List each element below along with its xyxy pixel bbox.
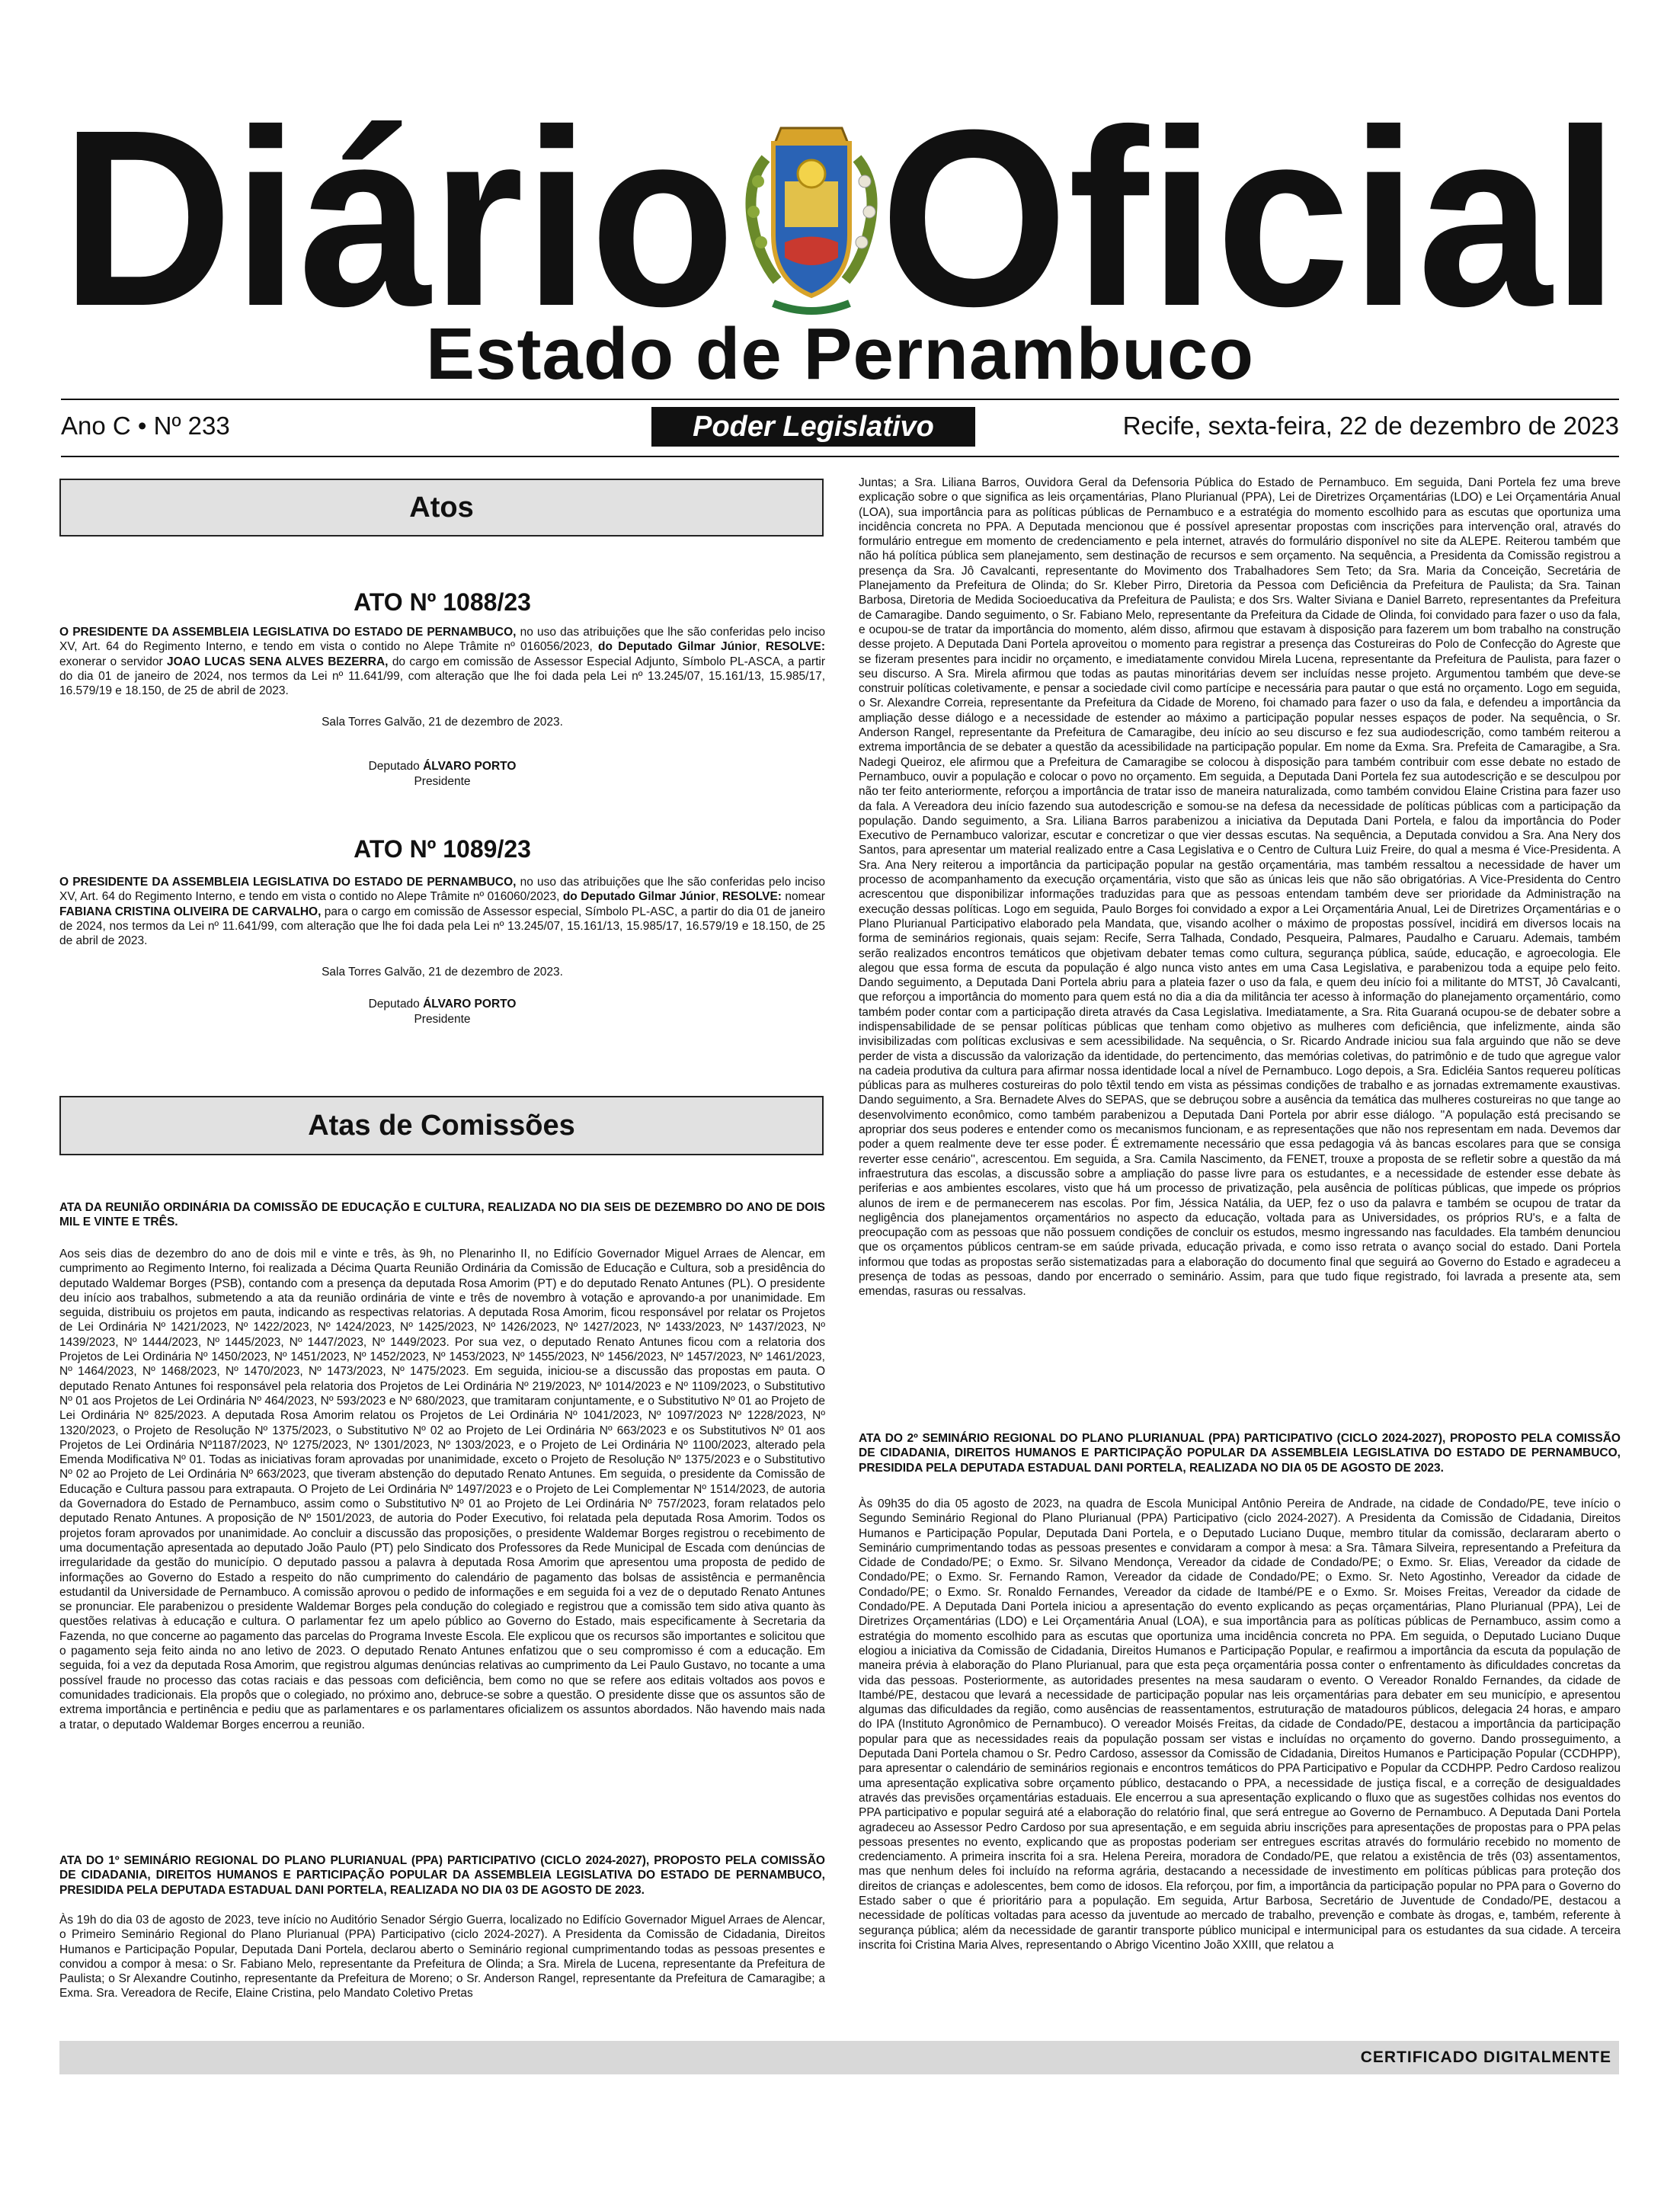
ata-ppa2-body: Às 09h35 do dia 05 agosto de 2023, na quadra de Escola Municipal Antônio Pereira de Andrade, na cidade de Condado/PE, teve início o Segundo Seminário Regional do Plano Plurianual (PPA) Participativo (ciclo 2024-2027). A Presidenta da Comissão de Cidadania, Direitos Humanos e Participação Popular, Deputada Dani Portela, e o Deputado Luciano Duque, membro titular da comissão, declararam aberto o Seminário cumprimentando todas as pessoas presentes e convidaram a compor à mesa: a Sra. Tâmara Silveira, representando a Prefeitura da Cidade de Condado/PE; o Exmo. Sr. Silvano Mendonça, Vereador da cidade de Condado/PE; o Exmo. Sr. Elias, Vereador da cidade de Condado/PE; o Exmo. Sr. Fernando Ramon, Vereador da cidade de Condado/PE; o Exmo. Sr. Neto Agostinho, Vereador da cidade de Condado/PE; o Exmo. Sr. Ronaldo Fernandes, Vereador da cidade de Itambé/PE e o Exmo. Sr. Moises Freitas, Vereador da cidade de Condado/PE. A Deputada Dani Portela iniciou a apresentação do evento explicando as peças orçamentárias, Plano Plurianual (PPA), Lei de Diretrizes Orçamentárias (LDO) e Lei Orçamentária Anual (LOA), e sua importância para as políticas públicas de Pernambuco, assim como a estratégia do momento escolhido para as escutas que oportuniza uma incidência concreta no PPA. Em seguida, o Deputado Luciano Duque elogiou a iniciativa da Comissão de Cidadania, Direitos Humanos e Participação Popular, e reafirmou a importância da escuta da população de maneira prévia à elaboração do Plano Plurianual, para que esta peça orçamentária possa conter o enfrentamento às dificuldades concretas da vida das pessoas. Posteriormente, as autoridades presentes na mesa saudaram o evento. O Vereador Ronaldo Fernandes, da cidade de Itambé/PE, destacou que levará a necessidade de participação popular nas leis orçamentárias para debater em seu município, e apresentou algumas das dificuldades da região, como ausências de reassentamentos, estruturação de matadouros públicos, delegacia 24 horas, e amparo do IPA (Instituto Agronômico de Pernambuco). O vereador Moisés Freitas, da cidade de Condado/PE, destacou a importância da participação popular para que as necessidades reais da população possam ser vistas e incluídas no orçamento do governo. Dando prosseguimento, a Deputada Dani Portela chamou o Sr. Pedro Cardoso, assessor da Comissão de Cidadania, Direitos Humanos e Participação Popular (CCDHPP), para apresentar o calendário de seminários regionais e encontros temáticos do PPA Participativo e Popular da CCDHPP. Pedro Cardoso realizou uma apresentação explicativa sobre orçamento público, destacando o PPA, a necessidade de justiça fiscal, e a correção de desigualdades através das previsões orçamentárias estaduais. Ele encerrou a sua apresentação explicando o fluxo que as sugestões colhidas nos eventos do PPA participativo e popular seguirá até a elaboração do relatório final, que será entregue ao Governo de Pernambuco. A Deputada Dani Portela agradeceu ao Assessor Pedro Cardoso por sua apresentação, e em seguida abriu inscrições para apresentações de propostas para o PPA pelas pessoas presentes no evento, explicando que as propostas poderiam ser entregues escritas através do formulário recebido no momento de credenciamento. A primeira inscrita foi a sra. Helena Pereira, moradora de Condado/PE, que relatou a existência de três (03) assentamentos, mas que nenhum deles foi incluído na reforma agrária, destacando a necessidade de investimento em políticas públicas para proteção dos direitos de crianças e adolescentes, bem como de idosos. Ela reforçou, por fim, a importância da participação popular no PPA para o Governo do Estado saber o que é prioritário para a população. Em seguida, Artur Barbosa, Secretário de Juventude de Condado/PE, destacou a necessidade de políticas voltadas para acesso da juventude ao mercado de trabalho, prevenção e combate às drogas, e, também, referente à segurança pública; além da necessidade de garantir transporte público municipal e intermunicipal para os estudantes da sua cidade. A terceira inscrita foi Cristina Maria Alves, representando o Abrigo Vicentino João XXIII, que relatou a [859, 1498, 1621, 1952]
section-atos [59, 479, 824, 537]
ata-ppa2-heading: ATA DO 2º SEMINÁRIO REGIONAL DO PLANO PLURIANUAL (PPA) PARTICIPATIVO (CICLO 2024-2027), PROPOSTO PELA COMISSÃO DE CIDADANIA, DIREITOS HUMANOS E PARTICIPAÇÃO POPULAR DA ASSEMBLEIA LEGISLATIVA DO ESTADO DE PERNAMBUCO, PRESIDIDA PELA DEPUTADA ESTADUAL DANI PORTELA, REALIZADA NO DIA 05 DE AGOSTO DE 2023. [859, 1432, 1621, 1475]
ato-1088-role: Presidente [414, 775, 471, 788]
ato-1089-place: Sala Torres Galvão, 21 de dezembro de 2023. [322, 966, 563, 979]
masthead-title-left: Diário [61, 114, 735, 347]
section-badge: Poder Legislativo [651, 407, 975, 447]
ato-1088-body: O PRESIDENTE DA ASSEMBLEIA LEGISLATIVA DO ESTADO DE PERNAMBUCO, no uso das atribuições que lhe são conferidas pelo inciso XV, Art. 64 do Regimento Interno, e tendo em vista o contido no Alepe Trâmite nº 016056/2023, do Deputado Gilmar Júnior, RESOLVE: exonerar o servidor JOAO LUCAS SENA ALVES BEZERRA, do cargo em comissão de Assessor Especial Adjunto, Símbolo PL-ASCA, a partir do dia 01 de janeiro de 2024, nos termos da Lei nº 11.641/99, com alteração que lhe foi dada pela Lei nº 13.245/07, 15.161/13, 15.985/17, 16.579/19 e 18.150, de 25 de abril de 2023. [59, 626, 825, 698]
ato-1088-place: Sala Torres Galvão, 21 de dezembro de 2023. [322, 716, 563, 729]
edition-number: Ano C • Nº 233 [61, 412, 230, 440]
ato-1089-role: Presidente [414, 1013, 471, 1026]
ato-1089-title: ATO Nº 1089/23 [354, 835, 531, 863]
section-atas-title: Atas de Comissões [308, 1110, 575, 1142]
certified-label: CERTIFICADO DIGITALMENTE [1360, 2048, 1611, 2066]
masthead-title-right: Oficial [880, 114, 1619, 347]
masthead-subtitle: Estado de Pernambuco [426, 313, 1254, 395]
ato-1089-signature: Deputado ÁLVARO PORTO [368, 998, 517, 1011]
section-atos-title: Atos [409, 492, 474, 524]
ata-educacao-body: Aos seis dias de dezembro do ano de dois mil e vinte e três, às 9h, no Plenarinho II, no Edifício Governador Miguel Arraes de Alencar, em cumprimento ao Regimento Interno, foi realizada a Décima Quarta Reunião Ordinária da Comissão de Educação e Cultura, sob a presidência do deputado Waldemar Borges (PSB), contando com a presença da deputada Rosa Amorim (PT) e do deputado Renato Antunes (PL). O presidente deu início aos trabalhos, submetendo a ata da reunião ordinária de vinte e três de novembro à votação e aprovando-a por unanimidade. Em seguida, distribuiu os projetos em pauta, indicando as respectivas relatorias. A deputada Rosa Amorim, ficou responsável por relatar os Projetos de Lei Ordinária Nº 1421/2023, Nº 1422/2023, Nº 1424/2023, Nº 1425/2023, Nº 1426/2023, Nº 1427/2023, Nº 1433/2023, Nº 1437/2023, Nº 1439/2023, Nº 1444/2023, Nº 1445/2023, Nº 1447/2023, Nº 1449/2023. Por sua vez, o deputado Renato Antunes ficou com a relatoria dos Projetos de Lei Ordinária Nº 1450/2023, Nº 1451/2023, Nº 1452/2023, Nº 1453/2023, Nº 1455/2023, Nº 1456/2023, Nº 1457/2023, Nº 1461/2023, Nº 1464/2023, Nº 1468/2023, Nº 1470/2023, Nº 1473/2023, Nº 1475/2023. Em seguida, iniciou-se a discussão das propostas em pauta. O deputado Renato Antunes foi responsável pela relatoria dos Projetos de Lei Ordinária Nº 219/2023, Nº 1014/2023 e Nº 1109/2023, o Substitutivo Nº 01 aos Projetos de Lei Ordinária Nº 464/2023, Nº 593/2023 e Nº 680/2023, que tramitaram conjuntamente, e o Substitutivo Nº 01 ao Projeto de Lei Ordinária Nº 825/2023. A deputada Rosa Amorim relatou os Projetos de Lei Ordinária Nº 1041/2023, Nº 1097/2023 Nº 1228/2023, Nº 1320/2023, o Projeto de Resolução Nº 1375/2023, o Substitutivo Nº 02 ao Projeto de Lei Ordinária Nº 663/2023 e os Substitutivos Nº 01 aos Projetos de Lei Ordinária Nº1187/2023, Nº 1275/2023, Nº 1301/2023, Nº 1303/2023, e o Projeto de Lei Ordinária Nº 1100/2023, alterado pela Emenda Modificativa Nº 01. Todas as iniciativas foram aprovadas por unanimidade, exceto o Projeto de Resolução Nº 1375/2023 e o Substitutivo Nº 02 ao Projeto de Lei Ordinária Nº 663/2023, que tiveram abstenção do deputado Renato Antunes. Em seguida, o presidente da Comissão de Educação e Cultura passou para extrapauta. O Projeto de Lei Ordinária Nº 1497/2023 e o Projeto de Lei Complementar Nº 1514/2023, de autoria da Governadora do Estado de Pernambuco, assim como o Substitutivo Nº 01 ao Projeto de Lei Ordinária Nº 757/2023, foram relatados pelo deputado Renato Antunes. A proposição de Nº 1501/2023, de autoria do Poder Executivo, foi relatada pela deputada Rosa Amorim. Todos os projetos foram aprovados por unanimidade. Ao concluir a discussão das proposições, o presidente Waldemar Borges registrou o recebimento de uma documentação apresentada ao deputado João Paulo (PT) pelo Sindicato dos Professores da Rede Municipal de Escada com denúncias de irregularidade da gestão do município. O deputado passou a palavra à deputada Rosa Amorim que apresentou uma proposta de pedido de informações ao Governo do Estado a respeito do não cumprimento do calendário de pagamento das bolsas de assistência e permanência estudantil da Universidade de Pernambuco. A comissão aprovou o pedido de informações e em seguida foi a vez de o deputado Renato Antunes se pronunciar. Ele parabenizou o presidente Waldemar Borges pela condução do colegiado e registrou que a comissão tem sido ativa quanto às questões relativas à educação e cultura. O parlamentar fez um apelo público ao Governo do Estado, mais especificamente à Secretaria da Fazenda, no que concerne ao pagamento das parcelas do Programa Investe Escola. Ele explicou que os recursos são importantes e solicitou que o pagamento seja feito ainda no ano letivo de 2023. O deputado Renato Antunes enfatizou que o seu compromisso é com a educação. Em seguida, foi a vez da deputada Rosa Amorim, que registrou algumas denúncias relativas ao cumprimento da Lei Paulo Gustavo, no tocante a uma possível fraude no processo das cotas raciais e das pessoas com deficiência, bem como no que se refere aos editais voltados aos povos e comunidades tradicionais. Ela propôs que o colegiado, no próximo ano, debruce-se sobre a questão. O presidente disse que os assuntos são de extrema importância e pertinência e pediu que as parlamentares e os parlamentares oficializem os assuntos abordados. Não havendo mais nada a tratar, o deputado Waldemar Borges encerrou a reunião. [59, 1248, 825, 1731]
ata-educacao-heading: ATA DA REUNIÃO ORDINÁRIA DA COMISSÃO DE EDUCAÇÃO E CULTURA, REALIZADA NO DIA SEIS DE DEZEMBRO DO ANO DE DOIS MIL E VINTE E TRÊS. [59, 1201, 825, 1229]
ato-1088-title: ATO Nº 1088/23 [354, 588, 531, 616]
section-atas [59, 1096, 824, 1155]
ata-ppa1-body: Às 19h do dia 03 de agosto de 2023, teve início no Auditório Senador Sérgio Guerra, localizado no Edifício Governador Miguel Arraes de Alencar, o Primeiro Seminário Regional do Plano Plurianual (PPA) Participativo (ciclo 2024-2027). A Presidenta da Comissão de Cidadania, Direitos Humanos e Participação Popular, Deputada Dani Portela, declarou aberto o Seminário regional cumprimentando todas as pessoas presentes e convidou a compor à mesa: o Sr. Fabiano Melo, representante da Prefeitura de Olinda; a Sra. Mirela de Lucena, representante da Prefeitura de Paulista; o Sr Alexandre Coutinho, representante da Prefeitura de Moreno; o Sr. Anderson Rangel, representante da Prefeitura de Camaragibe; a Exma. Sra. Vereadora de Recife, Elaine Cristina, pelo Mandato Coletivo Pretas [59, 1914, 825, 2000]
ato-1088-signature: Deputado ÁLVARO PORTO [368, 760, 517, 773]
dateline: Recife, sexta-feira, 22 de dezembro de 2023 [1122, 412, 1619, 440]
ata-ppa1-heading: ATA DO 1º SEMINÁRIO REGIONAL DO PLANO PLURIANUAL (PPA) PARTICIPATIVO (CICLO 2024-2027), PROPOSTO PELA COMISSÃO DE CIDADANIA, DIREITOS HUMANOS E PARTICIPAÇÃO POPULAR DA ASSEMBLEIA LEGISLATIVA DO ESTADO DE PERNAMBUCO, PRESIDIDA PELA DEPUTADA ESTADUAL DANI PORTELA, REALIZADA NO DIA 03 DE AGOSTO DE 2023. [59, 1854, 825, 1897]
masthead-rule-bottom [61, 456, 1619, 457]
ato-1089-body: O PRESIDENTE DA ASSEMBLEIA LEGISLATIVA DO ESTADO DE PERNAMBUCO, no uso das atribuições que lhe são conferidas pelo inciso XV, Art. 64 do Regimento Interno, e tendo em vista o contido no Alepe Trâmite nº 016060/2023, do Deputado Gilmar Júnior, RESOLVE: nomear FABIANA CRISTINA OLIVEIRA DE CARVALHO, para o cargo em comissão de Assessor especial, Símbolo PL-ASC, a partir do dia 01 de janeiro de 2024, nos termos da Lei nº 11.641/99, com alteração que lhe foi dada pela Lei nº 13.245/07, 15.161/13, 15.985/17, 16.579/19 e 18.150, de 25 de abril de 2023. [59, 876, 825, 948]
masthead-rule-top [61, 399, 1619, 400]
coat-of-arms-icon [747, 128, 875, 311]
ata-ppa1-continued: Juntas; a Sra. Liliana Barros, Ouvidora Geral da Defensoria Pública do Estado de Pernambuco. Em seguida, Dani Portela fez uma breve explicação sobre o que significa as leis orçamentárias, Plano Plurianual (PPA), Lei de Diretrizes Orçamentárias (LDO) e Lei Orçamentária Anual (LOA), sua importância para as políticas públicas de Pernambuco e a estratégia do momento escolhido para as escutas que oportuniza uma incidência concreta no PPA. A Deputada mencionou que é possível apresentar propostas com inscrições para intervenção oral, através do formulário entregue em momento de credenciamento e pela internet, através do formulário disponível no site da ALEPE. Reiterou também que não há política pública sem planejamento, sem destinação de recursos e sem orçamento. Na sequência, a Presidenta da Comissão registrou a presença da Sra. Jô Cavalcanti, representante do Movimento dos Trabalhadores Sem Teto; da Sra. Maria da Conceição, Secretária de Planejamento da Prefeitura de Olinda; do Sr. Kleber Pirro, Diretoria da Pessoa com Deficiência da Prefeitura de Paulista; da Sra. Tainan Barbosa, Diretoria de Medida Socioeducativa da Prefeitura de Paulista; e dos Srs. Walter Siviana e Daniel Barreto, representantes da Prefeitura de Camaragibe. Dando seguimento, o Sr. Fabiano Melo, representante da Prefeitura da Cidade de Olinda, foi convidado para fazer o uso da fala, e ocupou-se de tratar da importância do momento, além disso, afirmou que estavam à disposição para fazerem um bom trabalho na construção desse projeto. A Deputada Dani Portela aproveitou o momento para registrar a presença das Costureiras do Polo de Confecção do Agreste que se fizeram presentes para incidir no orçamento, e imediatamente convidou Mirela Lucena, representante da Prefeitura de Paulista, para fazer o seu discurso. A Sra. Mirela afirmou que todas as pautas minoritárias devem ser incluídas nesse projeto. Argumentou também que deve-se construir políticas coletivamente, e pensar a sociedade civil como partícipe e necessária para pautar o que está no orçamento. Logo em seguida, o Sr. Alexandre Correia, representante da Prefeitura da Cidade de Moreno, foi chamado para fazer o uso da fala, e defendeu a importância da ampliação desse diálogo e a necessidade de estender ao máximo a participação popular nesses espaços de poder. Na sequência, o Sr. Anderson Rangel, representante da Prefeitura de Camaragibe, deu início ao seu discurso e fez sua audiodescrição, como também reiterou a extrema importância de se debater a questão da acessibilidade na participação popular. Em nome da Exma. Sra. Prefeita de Camaragibe, a Sra. Nadegi Queiroz, ele afirmou que a Prefeitura de Camaragibe se colocou à disposição para também contribuir com esse debate no estado de Pernambuco, ouvir a população e colocar o povo no orçamento. Em seguida, a Deputada Dani Portela fez sua autodescrição e se desculpou por não ter feito anteriormente, reforçou a importância de tratar isso de maneira naturalizada, como também convidou Elaine Cristina para fazer uso da fala. A Vereadora deu início fazendo sua autodescrição e somou-se na defesa da necessidade de políticas públicas com a participação da população. Dando seguimento, a Sra. Liliana Barros parabenizou a iniciativa da Deputada Dani Portela, e falou da importância do Poder Executivo de Pernambuco valorizar, escutar e concretizar o que vier dessas escutas. Na sequência, a Deputada convidou a Sra. Ana Nery dos Santos, para apresentar um material realizado entre a Casa Legislativa e o Centro de Cultura Luiz Freire, do qual a mesma é Vice-Presidenta. A Sra. Ana Nery reiterou a importância da participação popular na gestão orçamentária, mas também ressaltou a necessidade de haver um processo de acompanhamento da execução orçamentária, visto que são as únicas leis que não são obrigatórias. A Vice-Presidenta do Centro acrescentou que disponibilizar informações traduzidas para que as pessoas entendam também deve ser prioridade da Administração na execução dessas políticas. Logo em seguida, Paulo Borges foi convidado a expor a Lei Orçamentária Anual, Lei de Diretrizes Orçamentárias e o Plano Plurianual Participativo elaborado pela Mandata, que, visando acolher o máximo de propostas possível, incidirá em diversos locais na forma de seminários regionais, quais sejam: Recife, Serra Talhada, Condado, Pesqueira, Palmares, Paudalho e Caruaru. Ademais, também serão realizados encontros temáticos que objetivam debater temas como cultura, segurança pública, saúde, educação, e agroecologia. Ele alegou que essa forma de escuta da população é algo nunca visto antes em uma Casa Legislativa, e parabenizou toda a equipe pelo feito. Dando seguimento, a Deputada Dani Portela abriu para a plateia fazer o uso da fala, e quem deu início foi a militante do MTST, Jô Cavalcanti, que reforçou a importância do momento para quem está no dia a dia da militância ter acesso à informação do planejamento orçamentário, como também poder contar com a participação direta através da Casa Legislativa. Imediatamente, a Sra. Rita Guaraná ocupou-se de debater sobre a indispensabilidade de se pensar políticas públicas que tenham como objetivo as mulheres com deficiência, que infelizmente, ainda são invisibilizadas com políticas exclusivas e sem acessibilidade. Na sequência, o Sr. Ricardo Andrade iniciou sua fala arguindo que não se deve perder de vista a discussão da valorização da identidade, do pertencimento, das memórias coletivas, do patrimônio e de tudo que agregue valor na cadeia produtiva da cultura para afirmar nossa identidade local a nível de Pernambuco. Logo depois, a Sra. Edicléia Santos requereu políticas públicas para as mulheres costureiras do polo têxtil tendo em vista as péssimas condições de trabalho e as jornadas extremamente exaustivas. Dando seguimento, a Sra. Bernadete Alves do SEPAS, que se debruçou sobre a ausência da temática das mulheres costureiras no que tange ao desenvolvimento econômico, como também parabenizou a Deputada Dani Portela por abrir esse diálogo. ''A população está precisando se apropriar dos seus poderes e entender como os mecanismos funcionam, e as representações que não nos representam em nada. Devemos dar poder a quem realmente deve ter esse poder. É extremamente necessário que essa pedagogia vá às bancas escolares para que se consiga reverter esse cenário'', acrescentou. Em seguida, a Sra. Camila Nascimento, da FENET, trouxe a proposta de se refletir sobre a questão da má infraestrutura das escolas, a discussão sobre a ampliação do passe livre para os estudantes, e a necessidade de estender esse debate às periferias e aos ambientes escolares, visto que há um processo de privatização, pela ausência de políticas públicas, que impede os próprios alunos de irem e de permanecerem nas escolas. Por fim, Jéssica Natália, da UEP, fez o uso da palavra e também se ocupou de tratar da negligência dos planejamentos orçamentários no aspecto da educação, voltada para as Universidades, os próprios RU's, e a falta de preocupação com as pessoas que não possuem condições de concluir os estudos, mesmo ingressando nas faculdades. Ela também denunciou que os orçamentos públicos centram-se em saúde privada, educação privada, e como isso retrata o avanço social do estado. Dani Portela informou que todas as propostas serão sistematizadas para a elaboração do documento final que seguirá ao Governo do Estado e agradeceu a presença de todas as pessoas, dando por encerrado o seminário. Assim, para que tudo fique registrado, foi lavrada a presente ata, sem emendas, rasuras ou ressalvas. [859, 476, 1621, 1299]
